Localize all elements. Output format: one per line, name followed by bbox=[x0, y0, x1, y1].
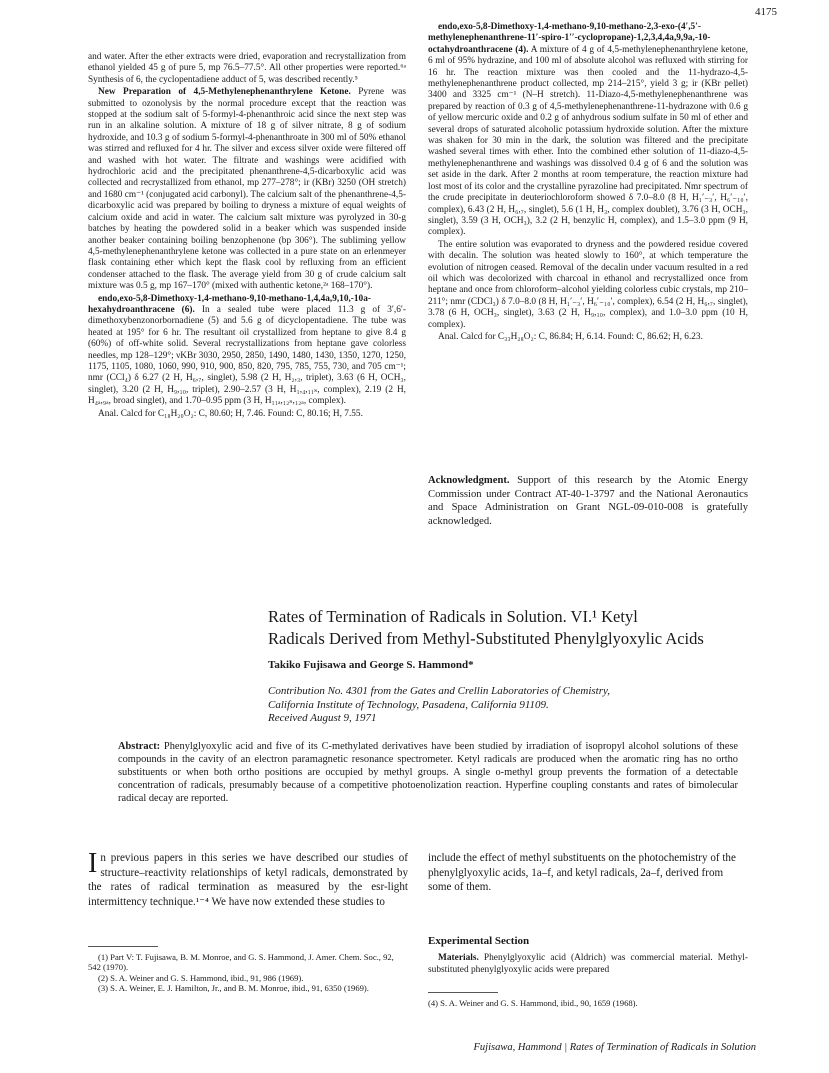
ack-text: Support of this research by the Atomic Energy Commission under Contract AT-40-1-3797 and the National Aeronautics and Space Administration on Grant NGL-09-010-008 is gratefully acknowledged. bbox=[428, 475, 748, 527]
intro-text: n previous papers in this series we have described our studies of structure–reactivity relationships of ketyl radicals, demonstrated by the rates of radical termination as measured by the esr-light intermittency technique.¹⁻⁴ We have now extended these studies to bbox=[88, 852, 408, 908]
left-paragraph-3 bbox=[88, 294, 406, 408]
compound-heading: endo,exo-5,8-Dimethoxy-1,4-methano-9,10-methano-2,3-exo-(4′,5′-methylenephenanthrene-11′-spiro-1′′-cyclopropane)-1,2,3,4,4a,9,9a,-10-octahydroanthracene (4). bbox=[428, 22, 711, 55]
footnote: (4) S. A. Weiner and G. S. Hammond, ibid., 90, 1659 (1968). bbox=[428, 998, 638, 1008]
article-title bbox=[268, 606, 788, 650]
affiliation-line-2: California Institute of Technology, Pasadena, California 91109. bbox=[268, 698, 549, 711]
analysis-line: Anal. Calcd for C₃₃H₂₈O₂: C, 86.84; H, 6.14. Found: C, 86.62; H, 6.23. bbox=[438, 331, 703, 342]
experimental-heading: Experimental Section bbox=[428, 935, 530, 947]
running-footer: Fujisawa, Hammond | Rates of Termination of Radicals in Solution bbox=[473, 1042, 756, 1053]
intro-right: include the effect of methyl substituents on the photochemistry of the phenylglyoxylic acids, 1a–f, and ketyl radicals, 2a–f, derived from some of them. bbox=[428, 852, 736, 894]
footnotes-right bbox=[428, 998, 748, 1008]
left-paragraph-2 bbox=[88, 87, 406, 292]
title-line-2: Radicals Derived from Methyl-Substituted Phenylglyoxylic Acids bbox=[268, 629, 704, 648]
ack-heading: Acknowledgment. bbox=[428, 475, 510, 486]
right-column bbox=[428, 22, 748, 344]
footnote-rule-left bbox=[88, 946, 158, 947]
title-line-1: Rates of Termination of Radicals in Solution. VI.¹ Ketyl bbox=[268, 607, 638, 626]
abstract bbox=[118, 740, 738, 805]
footnote-rule-right bbox=[428, 992, 498, 993]
right-paragraph-2: The entire solution was evaporated to dryness and the powdered residue covered with decalin. The solution was heated slowly to 160°, at which temperature the evolution of nitrogen ceased. Removal of the decalin under vacuum resulted in a red oil which was decolorized with charcoal in ethanol and recrystallized once from heptane and once from chloroform–alcohol yielding colorless cubic crystals, mp 210–211°; nmr (CDCl₃) δ 7.0–8.0 (8 H, H₁′₋₃′, H₆′₋₁₀′, complex), 6.54 (2 H, H₆,₇, singlet), 3.78 (6 H, OCH₃, singlet), 3.63 (2 H, H₉,₁₀, complex), and 1.0–3.0 ppm (10 H, complex). bbox=[428, 239, 748, 330]
drop-cap: I bbox=[88, 848, 98, 879]
paragraph-text: In a sealed tube were placed 11.3 g of 3′,6′-dimethoxybenzonorbornadiene (5) and 5.6 g of dicyclopentadiene. The tube was heated at 195° for 6 hr. The resultant oil crystallized from heptane to give 8.4 g (60%) of off-white solid. Several recrystallizations from heptane gave colorless needles, mp 128–129°; νKBr 3030, 2950, 2850, 1490, 1480, 1430, 1350, 1270, 1250, 1175, 1105, 1080, 1060, 990, 910, 900, 850, 820, 795, 785, 755, 730, and 705 cm⁻¹; nmr (CCl₄) δ 6.27 (2 H, H₆,₇, singlet), 5.98 (2 H, H₂,₃, triplet), 3.63 (6 H, OCH₃, singlet), 3.20 (2 H, H₉,₁₀, triplet), 2.90–2.57 (3 H, H₁,₄,₁₁ₛ, complex), 2.19 (2 H, H₄ₐ,₉ₐ, broad singlet), and 1.70–0.95 ppm (3 H, H₁₁ₐ,₁₂ₛ,₁₂ₐ, complex). bbox=[88, 304, 406, 407]
footnote: (3) S. A. Weiner, E. J. Hamilton, Jr., and B. M. Monroe, ibid., 91, 6350 (1969). bbox=[98, 982, 369, 993]
right-paragraph-1 bbox=[428, 22, 748, 239]
paragraph-text: A mixture of 4 g of 4,5-methylenephenanthrylene ketone, 6 ml of 95% hydrazine, and 100 ml of absolute alcohol was refluxed with stirring for 16 hr. The reaction mixture was then cooled and the 11-hydrazo-4,5-methylenephenanthrene product collected, mp 214–215°, yield 3 g; ir (KBr pellet) 3400 and 3325 cm⁻¹ (N–H stretch). 11-Diazo-4,5-methylenephenanthrene was prepared by reaction of 0.3 g of 4,5-methylenephenanthrene-11-hydrazone with 0.6 g of yellow mercuric oxide and 0.2 g of anhydrous sodium sulfate in 50 ml of ether and several drops of saturated alcoholic potassium hydroxide solution. After the mixture was shaken for 30 min in the dark, the solution was filtered and the precipitate washed several times with ether. Into the combined ether solution of 11-diazo-4,5-methylenephenanthrene and washings was dissolved 0.4 g of 6 and the solution was set aside in the dark. After 2 months at room temperature, the reaction mixture had lost most of its color and the crystalline pyrazoline had precipitated. Nmr spectrum of the crude precipitate in deuteriochloroform showed δ 7.0–8.0 (8 H, H₁′₋₃′, H₆′₋₁₀′, complex), 6.43 (2 H, H₆,₇, singlet), 5.6 (1 H, H₃, complex doublet), 3.76 (3 H, OCH₃, singlet), 3.59 (3 H, OCH₃), 3.2 (2 H, benzylic H, complex), and 1.5–3.0 ppm (9 H, complex). bbox=[428, 44, 748, 238]
footnote: (2) S. A. Weiner and G. S. Hammond, ibid., 91, 986 (1969). bbox=[98, 972, 304, 983]
authors: Takiko Fujisawa and George S. Hammond* bbox=[268, 659, 474, 671]
received-date: Received August 9, 1971 bbox=[268, 712, 377, 724]
materials-paragraph bbox=[428, 952, 748, 976]
footnotes-left bbox=[88, 952, 408, 993]
intro-left bbox=[88, 848, 408, 909]
abstract-text: Phenylglyoxylic acid and five of its C-methylated derivatives have been studied by irradiation of isopropyl alcohol solutions of these compounds in the cavity of an electron paramagnetic resonance spectrometer. Ketyl radicals are produced when the aromatic ring has no ortho substituents or when both ortho positions are occupied by methyl groups. A single o-methyl group prevents the formation of a detectable concentration of radicals, presumably because of a competitive photoenolization reaction. Hyperfine coupling constants and rates of bimolecular radical decay are reported. bbox=[118, 741, 738, 804]
left-column bbox=[88, 52, 406, 421]
affiliation-line-1: Contribution No. 4301 from the Gates and Crellin Laboratories of Chemistry, bbox=[268, 685, 611, 697]
compound-heading: endo,exo-5,8-Dimethoxy-1,4-methano-9,10-methano-1,4,4a,9,10,-10a-hexahydroanthracene (6). bbox=[88, 293, 371, 315]
analysis-line: Anal. Calcd for C₁₈H₂₀O₂: C, 80.60; H, 7.46. Found: C, 80.16; H, 7.55. bbox=[98, 408, 363, 419]
footnote: (1) Part V: T. Fujisawa, B. M. Monroe, and G. S. Hammond, J. Amer. Chem. Soc., 92, 542 (1970). bbox=[88, 952, 394, 973]
page-number: 4175 bbox=[755, 6, 777, 18]
acknowledgment bbox=[428, 474, 748, 528]
materials-text: Phenylglyoxylic acid (Aldrich) was commercial material. Methyl-substituted phenylglyoxylic acids were prepared bbox=[428, 953, 748, 975]
section-heading: New Preparation of 4,5-Methylenephenanthrylene Ketone. bbox=[98, 87, 351, 98]
abstract-label: Abstract: bbox=[118, 741, 161, 752]
paragraph-text: Pyrene was submitted to ozonolysis by the normal procedure except that the reaction was stopped at the sodium salt of 5-formyl-4-phenanthroic acid since the next step was run in an alkaline solution. A mixture of 18 g of silver nitrate, 8 g of sodium hydroxide, and 10.3 g of sodium 5-formyl-4-phenanthroate in 300 ml of 50% ethanol was stirred and refluxed for 4 hr. The silver and excess silver oxide were filtered off and washed with hot water. The filtrate and washings were acidified with hydrochloric acid and the precipitated phenanthrene-4,5-dicarboxylic acid was collected and recrystallized from ethanol, mp 277–278°; ir (KBr) 3250 (OH stretch) and 1680 cm⁻¹ (conjugated acid carbonyl). The calcium salt of the phenanthrene-4,5-dicarboxylic acid was prepared by boiling to dryness a mixture of equal weights of calcium oxide and acid in water. The calcium salt mixture was pyrolyzed in 30-g batches by heating the powdered solid in a beaker which was suspended inside another beaker containing boiling benzophenone (bp 306°). The subliming yellow 4,5-methylenephenanthrylene ketone was collected in a pure state on an erlenmeyer flask containing ether which kept the flask cool by refluxing from an efficient condenser attached to the flask. The average yield from 30 g of crude calcium salt mixture was 0.5 g, mp 167–170° (mixed with authentic ketone,²ᵃ 168–170°). bbox=[88, 87, 406, 292]
materials-heading: Materials. bbox=[438, 953, 479, 963]
left-paragraph-1: and water. After the ether extracts were dried, evaporation and recrystallization from ethanol yielded 45 g of pure 5, mp 76.5–77.5°. All other properties were reported.⁶ᵃ Synthesis of 6, the cyclopentadiene adduct of 5, was described recently.⁵ bbox=[88, 52, 406, 85]
affiliation bbox=[268, 685, 748, 726]
